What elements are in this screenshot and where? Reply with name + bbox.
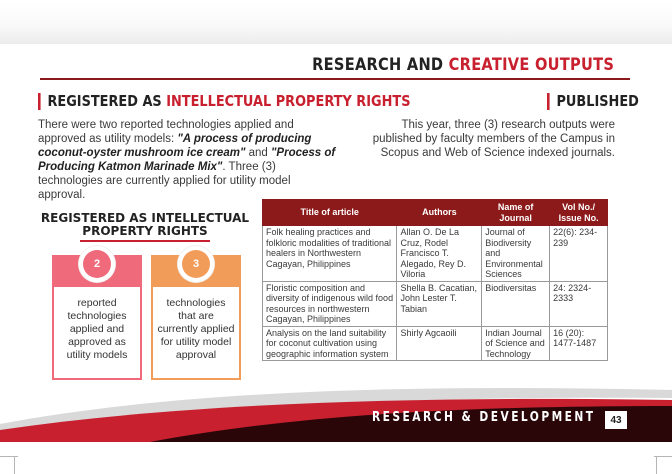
cell-authors: Shirly Agcaoili xyxy=(397,326,482,361)
page-number: 43 xyxy=(605,411,627,429)
header-title-part2: CREATIVE OUTPUTS xyxy=(448,55,614,75)
stat-number: 2 xyxy=(83,250,111,278)
infographic-title-underline xyxy=(80,240,210,242)
header-journal: Name of Journal xyxy=(482,200,550,226)
cell-volume: 24: 2324-2333 xyxy=(550,281,608,326)
table-row xyxy=(263,281,608,326)
published-paragraph: This year, three (3) research outputs were published by faculty members of the Campus in Scopus and Web of Science indexed journals. xyxy=(372,119,615,159)
registered-title-part2: INTELLECTUAL PROPERTY RIGHTS xyxy=(166,92,411,110)
top-band xyxy=(0,0,672,44)
cell-authors: Allan O. De La Cruz, Rodel Francisco T. Alegado, Rey D. Viloria xyxy=(397,226,482,282)
intro-text-3: . Three (3) technologies are currently applied for utility model approval. xyxy=(38,161,291,201)
stat-card-text: reported technologies applied and approved as utility models xyxy=(52,287,142,380)
cell-volume: 22(6): 234-239 xyxy=(550,226,608,282)
table-header-row xyxy=(263,200,608,226)
table-row xyxy=(263,226,608,282)
intro-technology-2: "Process of Producing Katmon Marinade Mix" xyxy=(38,147,336,173)
cell-title: Floristic composition and diversity of indigenous wild food resources in northwestern Cagayan, Philippines xyxy=(263,281,397,326)
published-articles-table xyxy=(262,199,608,361)
cell-title: Folk healing practices and folkloric modalities of traditional healers in Northwestern Cagayan, Philippines xyxy=(263,226,397,282)
header-volume: Vol No./ Issue No. xyxy=(550,200,608,226)
crop-mark xyxy=(14,456,15,474)
infographic-title: REGISTERED AS INTELLECTUAL PROPERTY RIGHTS xyxy=(40,211,250,238)
published-section-title xyxy=(547,93,639,110)
cell-journal: Journal of Biodiversity and Environmental Sciences xyxy=(482,226,550,282)
cell-title: Analysis on the land suitability for coconut cultivation using geographic information system xyxy=(263,326,397,361)
table-row xyxy=(263,326,608,361)
registered-section-title xyxy=(38,93,411,110)
intro-text-2: and xyxy=(245,147,271,159)
stat-card-text: technologies that are currently applied for utility model approval xyxy=(151,287,241,380)
published-title-text: PUBLISHED xyxy=(556,92,639,110)
cell-journal: Indian Journal of Science and Technology xyxy=(482,326,550,361)
crop-mark xyxy=(656,456,657,474)
crop-mark xyxy=(0,456,18,457)
page-header-title xyxy=(312,55,614,75)
header-divider xyxy=(40,78,630,80)
crop-mark xyxy=(654,456,672,457)
header-title-part1: RESEARCH AND xyxy=(312,55,449,75)
registered-title-part1: REGISTERED AS xyxy=(47,92,167,110)
stat-number: 3 xyxy=(182,250,210,278)
cell-journal: Biodiversitas xyxy=(482,281,550,326)
footer-label: RESEARCH & DEVELOPMENT xyxy=(372,410,596,425)
registered-intro-paragraph xyxy=(38,118,338,202)
cell-authors: Shella B. Cacatian, John Lester T. Tabian xyxy=(397,281,482,326)
stat-number-badge xyxy=(79,246,115,282)
cell-volume: 16 (20): 1477-1487 xyxy=(550,326,608,361)
header-authors: Authors xyxy=(397,200,482,226)
header-title-of-article: Title of article xyxy=(263,200,397,226)
stat-card-pending xyxy=(151,255,241,380)
stat-number-badge xyxy=(178,246,214,282)
stat-card-approved xyxy=(52,255,142,380)
intro-text-1: There were two reported technologies applied and approved as utility models: xyxy=(38,119,294,145)
intro-technology-1: "A process of producing coconut-oyster mushroom ice cream" xyxy=(38,133,312,159)
